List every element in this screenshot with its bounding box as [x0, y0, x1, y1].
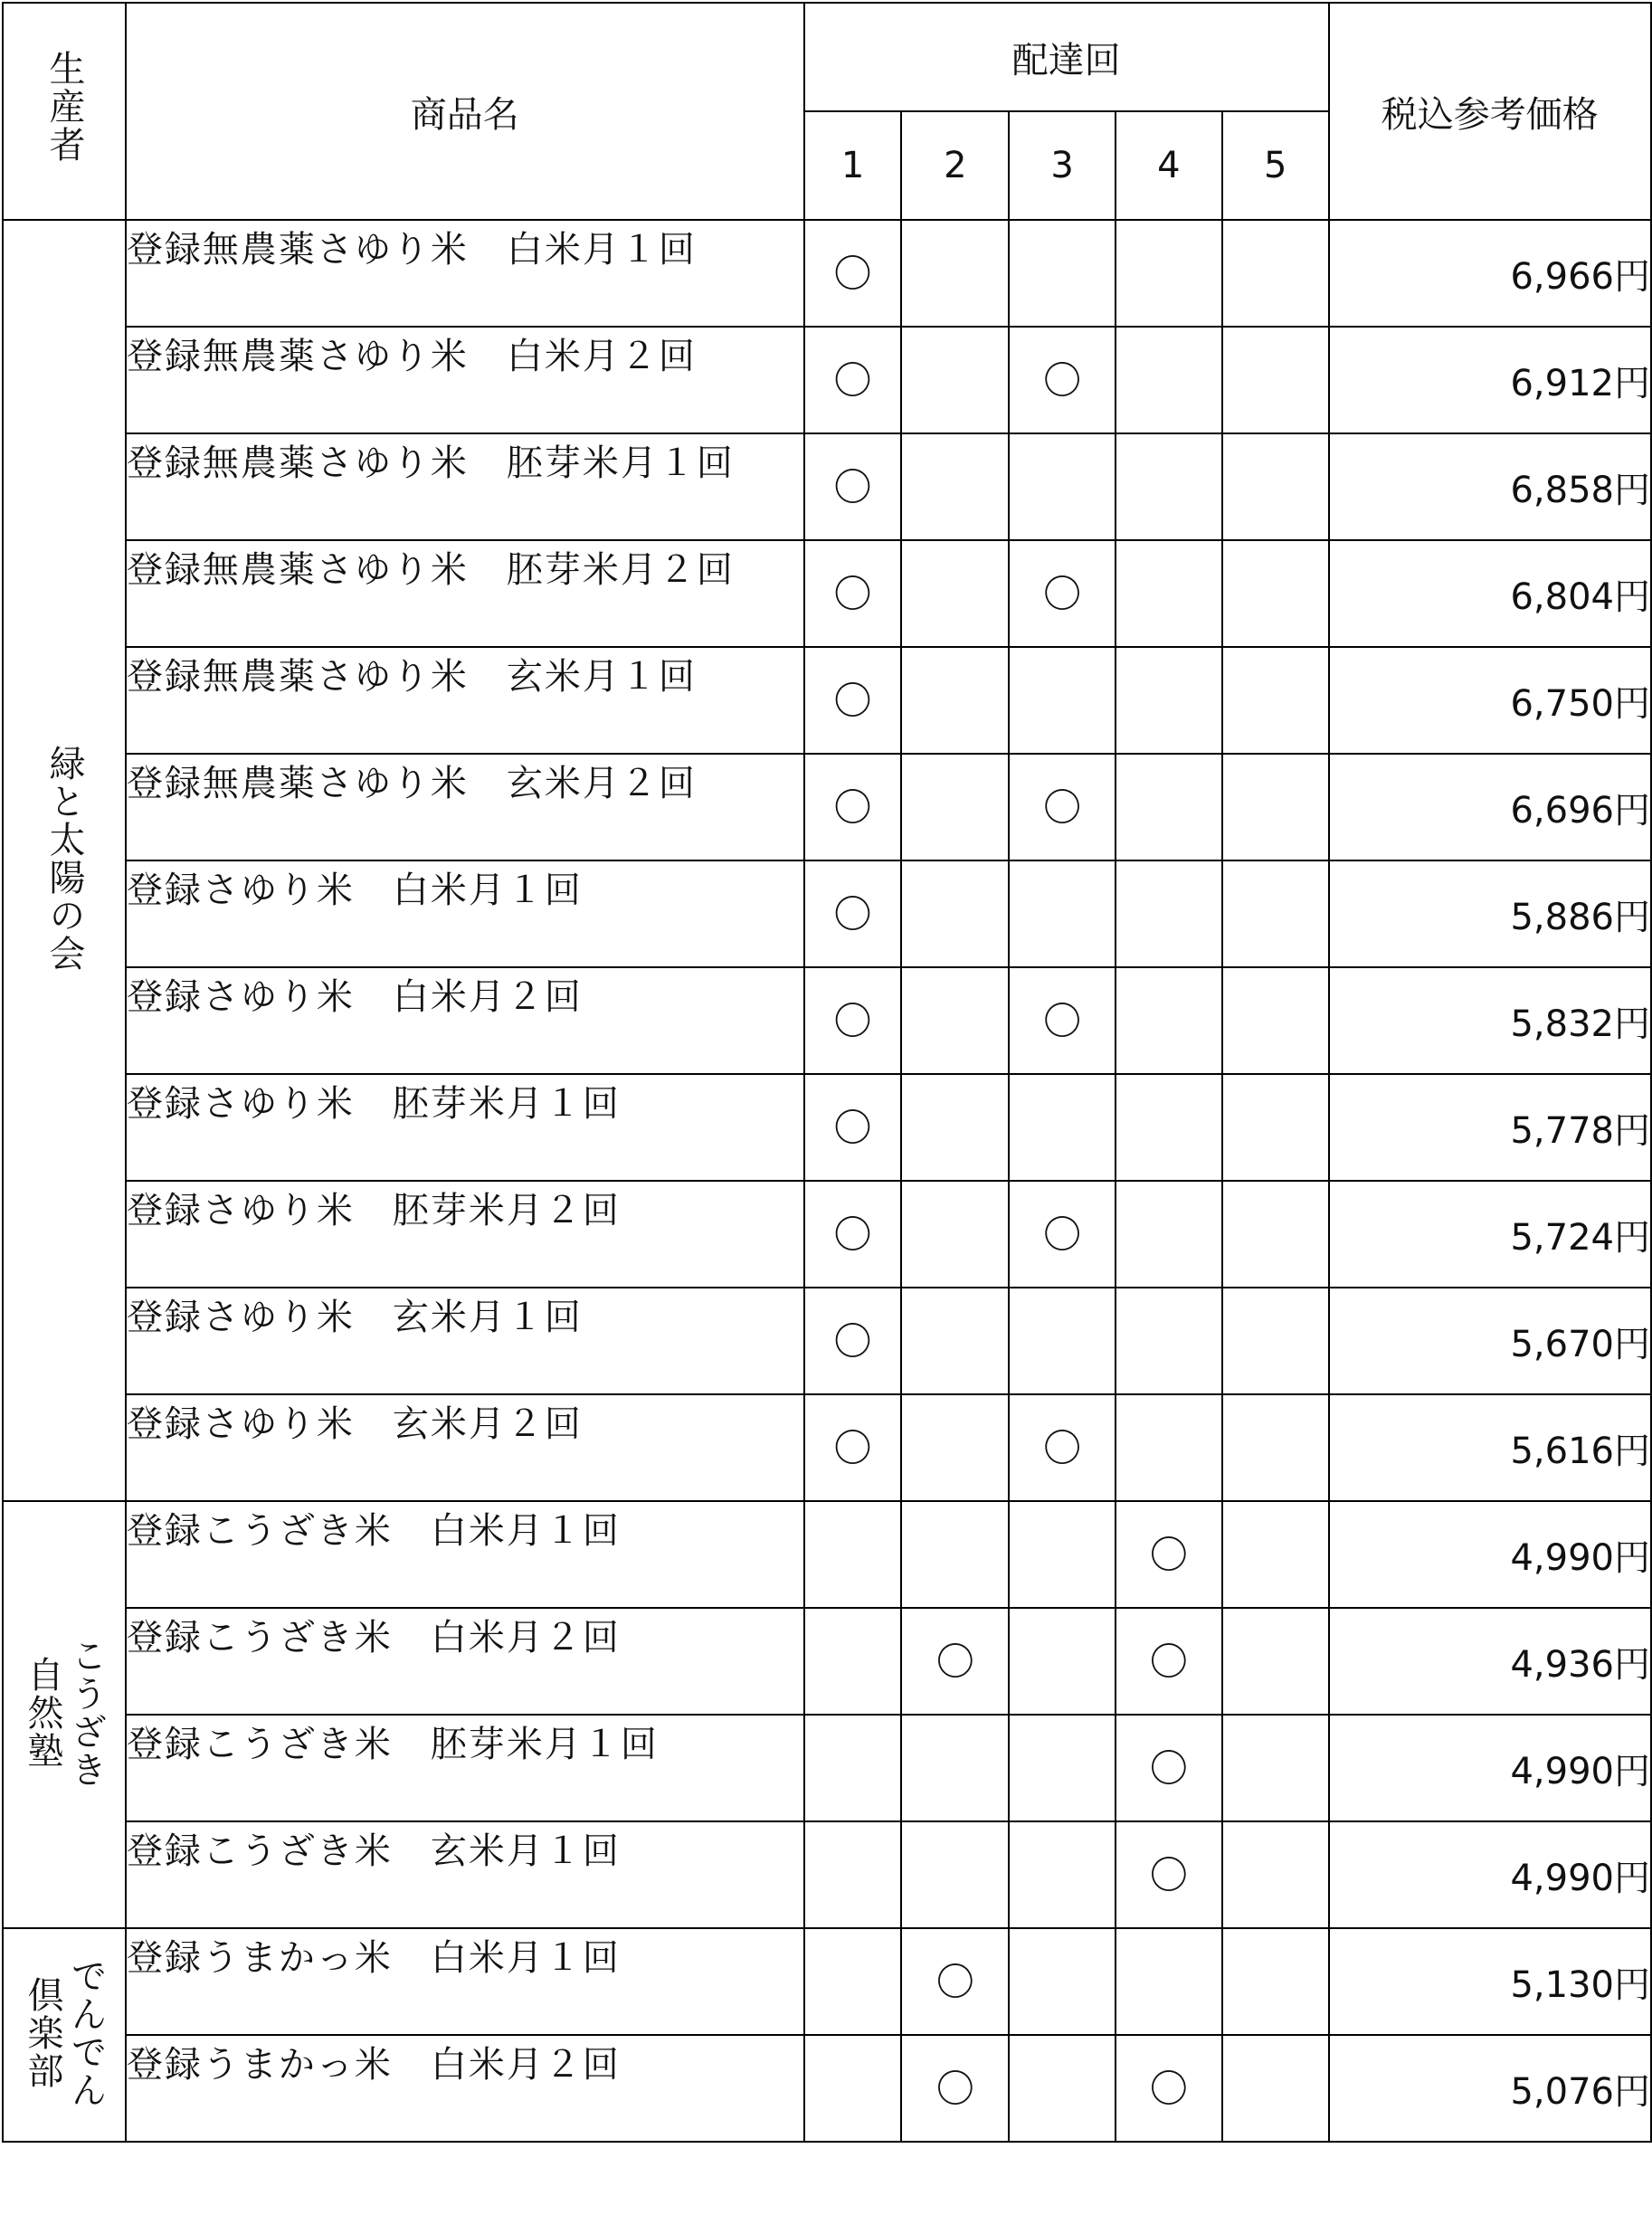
price-cell: 4,936円: [1329, 1608, 1651, 1715]
delivery-cell-5: [1222, 1821, 1329, 1928]
delivery-cell-4: [1116, 860, 1222, 967]
delivery-cell-3: [1009, 1394, 1116, 1501]
delivery-mark: 〇: [1043, 998, 1082, 1043]
delivery-cell-5: [1222, 1501, 1329, 1608]
delivery-cell-3: [1009, 754, 1116, 860]
price-cell: 5,670円: [1329, 1288, 1651, 1394]
delivery-cell-4: [1116, 1288, 1222, 1394]
delivery-mark: 〇: [935, 1639, 974, 1684]
table-row: [3, 1394, 1651, 1501]
price-cell: 6,912円: [1329, 327, 1651, 433]
delivery-mark: 〇: [1149, 1745, 1188, 1791]
price-cell: 4,990円: [1329, 1715, 1651, 1821]
delivery-cell-1: [804, 1074, 902, 1181]
product-name-cell: 登録さゆり米 玄米月１回: [126, 1288, 804, 1394]
table-row: [3, 1288, 1651, 1394]
delivery-cell-3: [1009, 967, 1116, 1074]
delivery-cell-3: [1009, 647, 1116, 754]
delivery-cell-2: [901, 433, 1009, 540]
delivery-mark: 〇: [833, 1105, 872, 1150]
delivery-cell-5: [1222, 433, 1329, 540]
delivery-cell-1: [804, 1181, 902, 1288]
table-row: [3, 967, 1651, 1074]
producer-name: でんでん 倶楽部: [21, 1957, 107, 2109]
delivery-cell-5: [1222, 1608, 1329, 1715]
delivery-cell-2: [901, 1181, 1009, 1288]
price-cell: 5,616円: [1329, 1394, 1651, 1501]
delivery-cell-2: [901, 327, 1009, 433]
table-row: [3, 327, 1651, 433]
delivery-mark: 〇: [1149, 1532, 1188, 1577]
price-cell: 5,076円: [1329, 2035, 1651, 2142]
delivery-cell-1: [804, 2035, 902, 2142]
delivery-cell-4: [1116, 1181, 1222, 1288]
delivery-cell-4: [1116, 433, 1222, 540]
price-cell: 6,858円: [1329, 433, 1651, 540]
delivery-cell-5: [1222, 1928, 1329, 2035]
price-cell: 6,966円: [1329, 220, 1651, 327]
delivery-mark: 〇: [833, 464, 872, 509]
delivery-cell-4: [1116, 967, 1222, 1074]
delivery-cell-1: [804, 220, 902, 327]
delivery-cell-2: [901, 1715, 1009, 1821]
producer-cell: [3, 1928, 126, 2142]
delivery-mark: 〇: [833, 1425, 872, 1470]
delivery-cell-4: [1116, 327, 1222, 433]
price-cell: 4,990円: [1329, 1821, 1651, 1928]
table-row: [3, 2035, 1651, 2142]
table-row: [3, 860, 1651, 967]
delivery-cell-3: [1009, 1074, 1116, 1181]
delivery-cell-2: [901, 967, 1009, 1074]
delivery-cell-2: [901, 1928, 1009, 2035]
table-row: [3, 647, 1651, 754]
delivery-cell-5: [1222, 327, 1329, 433]
delivery-mark: 〇: [1043, 1425, 1082, 1470]
product-name-cell: 登録こうざき米 白米月１回: [126, 1501, 804, 1608]
delivery-number-4: 4: [1116, 111, 1222, 220]
delivery-mark: 〇: [935, 1959, 974, 2004]
delivery-cell-4: [1116, 540, 1222, 647]
table-row: [3, 1928, 1651, 2035]
delivery-cell-5: [1222, 540, 1329, 647]
table-row: [3, 540, 1651, 647]
product-name-cell: 登録無農薬さゆり米 胚芽米月２回: [126, 540, 804, 647]
product-name-cell: 登録さゆり米 白米月１回: [126, 860, 804, 967]
product-name-cell: 登録うまかっ米 白米月２回: [126, 2035, 804, 2142]
delivery-cell-5: [1222, 1074, 1329, 1181]
delivery-cell-3: [1009, 1928, 1116, 2035]
delivery-cell-3: [1009, 433, 1116, 540]
delivery-mark: 〇: [1149, 1639, 1188, 1684]
delivery-cell-4: [1116, 1715, 1222, 1821]
delivery-cell-1: [804, 433, 902, 540]
product-name-cell: 登録さゆり米 胚芽米月２回: [126, 1181, 804, 1288]
rice-delivery-table: [2, 2, 1652, 2143]
delivery-cell-3: [1009, 1608, 1116, 1715]
delivery-cell-3: [1009, 220, 1116, 327]
delivery-cell-4: [1116, 1608, 1222, 1715]
delivery-cell-1: [804, 967, 902, 1074]
delivery-cell-5: [1222, 647, 1329, 754]
delivery-cell-5: [1222, 1715, 1329, 1821]
table-row: [3, 1608, 1651, 1715]
table-row: [3, 1715, 1651, 1821]
product-name-cell: 登録こうざき米 胚芽米月１回: [126, 1715, 804, 1821]
producer-header-label: 生産者: [43, 50, 85, 165]
delivery-mark: 〇: [833, 784, 872, 830]
delivery-cell-2: [901, 647, 1009, 754]
delivery-cell-1: [804, 1501, 902, 1608]
product-name-cell: 登録さゆり米 白米月２回: [126, 967, 804, 1074]
delivery-cell-4: [1116, 1501, 1222, 1608]
delivery-number-1: 1: [804, 111, 902, 220]
delivery-cell-3: [1009, 1181, 1116, 1288]
delivery-cell-1: [804, 327, 902, 433]
product-name-cell: 登録こうざき米 玄米月１回: [126, 1821, 804, 1928]
delivery-cell-3: [1009, 540, 1116, 647]
producer-cell: [3, 1501, 126, 1928]
delivery-mark: 〇: [833, 678, 872, 723]
product-name-cell: 登録こうざき米 白米月２回: [126, 1608, 804, 1715]
product-name-cell: 登録無農薬さゆり米 胚芽米月１回: [126, 433, 804, 540]
delivery-mark: 〇: [1043, 1212, 1082, 1257]
delivery-cell-4: [1116, 647, 1222, 754]
price-cell: 5,832円: [1329, 967, 1651, 1074]
delivery-mark: 〇: [833, 571, 872, 616]
delivery-cell-4: [1116, 1394, 1222, 1501]
table-row: [3, 220, 1651, 327]
delivery-cell-3: [1009, 327, 1116, 433]
delivery-cell-2: [901, 1074, 1009, 1181]
delivery-cell-5: [1222, 860, 1329, 967]
delivery-cell-5: [1222, 1288, 1329, 1394]
table-row: [3, 1181, 1651, 1288]
delivery-cell-5: [1222, 2035, 1329, 2142]
delivery-cell-5: [1222, 220, 1329, 327]
delivery-mark: 〇: [1043, 784, 1082, 830]
delivery-mark: 〇: [1149, 1852, 1188, 1897]
producer-name: 緑と太陽の会: [43, 745, 85, 973]
delivery-cell-4: [1116, 1074, 1222, 1181]
table-row: [3, 1074, 1651, 1181]
table-row: [3, 754, 1651, 860]
delivery-cell-2: [901, 1288, 1009, 1394]
price-cell: 5,886円: [1329, 860, 1651, 967]
delivery-header: 配達回: [804, 3, 1329, 111]
delivery-cell-1: [804, 1288, 902, 1394]
delivery-mark: 〇: [1043, 357, 1082, 403]
delivery-cell-1: [804, 647, 902, 754]
delivery-cell-1: [804, 860, 902, 967]
header-row-1: [3, 3, 1651, 111]
delivery-cell-2: [901, 754, 1009, 860]
delivery-cell-1: [804, 540, 902, 647]
product-name-cell: 登録無農薬さゆり米 白米月１回: [126, 220, 804, 327]
delivery-mark: 〇: [833, 998, 872, 1043]
price-cell: 5,778円: [1329, 1074, 1651, 1181]
product-name-cell: 登録さゆり米 玄米月２回: [126, 1394, 804, 1501]
table-row: [3, 1501, 1651, 1608]
delivery-cell-2: [901, 2035, 1009, 2142]
price-header: 税込参考価格: [1329, 3, 1651, 220]
delivery-cell-5: [1222, 1394, 1329, 1501]
delivery-cell-2: [901, 540, 1009, 647]
product-name-cell: 登録無農薬さゆり米 玄米月２回: [126, 754, 804, 860]
delivery-mark: 〇: [833, 1318, 872, 1364]
delivery-mark: 〇: [935, 2066, 974, 2111]
delivery-cell-5: [1222, 754, 1329, 860]
price-cell: 5,724円: [1329, 1181, 1651, 1288]
product-name-cell: 登録無農薬さゆり米 白米月２回: [126, 327, 804, 433]
delivery-cell-2: [901, 1821, 1009, 1928]
price-cell: 6,696円: [1329, 754, 1651, 860]
delivery-cell-2: [901, 860, 1009, 967]
delivery-cell-4: [1116, 1821, 1222, 1928]
delivery-cell-1: [804, 1394, 902, 1501]
delivery-cell-2: [901, 1608, 1009, 1715]
delivery-mark: 〇: [833, 251, 872, 296]
table-row: [3, 433, 1651, 540]
delivery-mark: 〇: [833, 1212, 872, 1257]
price-cell: 5,130円: [1329, 1928, 1651, 2035]
delivery-mark: 〇: [833, 357, 872, 403]
product-name-cell: 登録さゆり米 胚芽米月１回: [126, 1074, 804, 1181]
delivery-cell-2: [901, 1501, 1009, 1608]
delivery-cell-3: [1009, 860, 1116, 967]
producer-cell: [3, 220, 126, 1501]
delivery-cell-5: [1222, 967, 1329, 1074]
delivery-cell-3: [1009, 1288, 1116, 1394]
product-name-cell: 登録無農薬さゆり米 玄米月１回: [126, 647, 804, 754]
delivery-cell-5: [1222, 1181, 1329, 1288]
delivery-cell-3: [1009, 1821, 1116, 1928]
price-cell: 6,750円: [1329, 647, 1651, 754]
producer-name: こうざき 自然塾: [21, 1637, 107, 1789]
price-cell: 6,804円: [1329, 540, 1651, 647]
table-row: [3, 1821, 1651, 1928]
product-name-header: 商品名: [126, 3, 804, 220]
delivery-mark: 〇: [1043, 571, 1082, 616]
producer-header: [3, 3, 126, 220]
delivery-cell-3: [1009, 1715, 1116, 1821]
delivery-cell-4: [1116, 1928, 1222, 2035]
delivery-cell-3: [1009, 2035, 1116, 2142]
delivery-number-5: 5: [1222, 111, 1329, 220]
delivery-cell-4: [1116, 754, 1222, 860]
delivery-mark: 〇: [833, 891, 872, 936]
delivery-number-2: 2: [901, 111, 1009, 220]
delivery-cell-1: [804, 754, 902, 860]
delivery-cell-1: [804, 1928, 902, 2035]
delivery-cell-2: [901, 220, 1009, 327]
table-body: [3, 220, 1651, 2142]
product-name-cell: 登録うまかっ米 白米月１回: [126, 1928, 804, 2035]
delivery-cell-1: [804, 1608, 902, 1715]
delivery-cell-1: [804, 1715, 902, 1821]
delivery-cell-4: [1116, 2035, 1222, 2142]
delivery-cell-4: [1116, 220, 1222, 327]
delivery-cell-3: [1009, 1501, 1116, 1608]
price-cell: 4,990円: [1329, 1501, 1651, 1608]
delivery-mark: 〇: [1149, 2066, 1188, 2111]
delivery-cell-2: [901, 1394, 1009, 1501]
delivery-number-3: 3: [1009, 111, 1116, 220]
delivery-cell-1: [804, 1821, 902, 1928]
